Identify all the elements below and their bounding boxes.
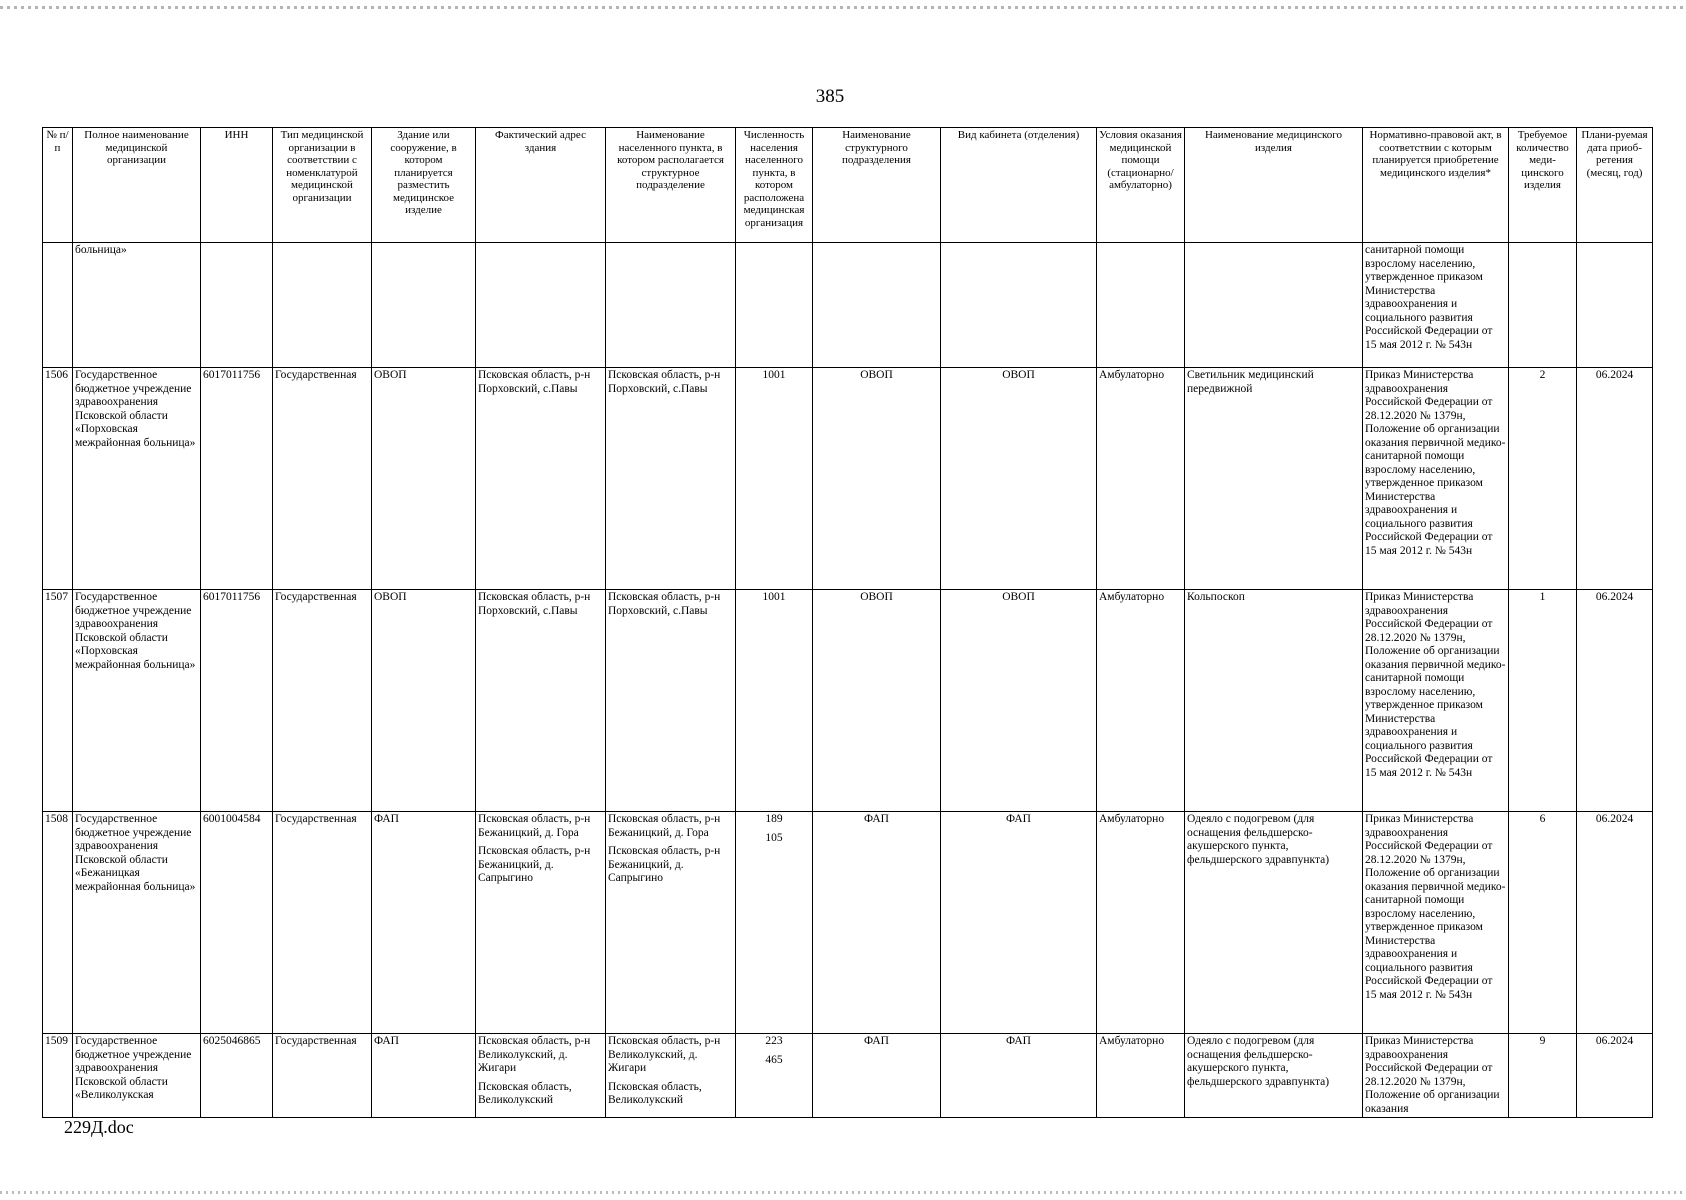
header-cell: Требуемое количество меди-цинского изделия <box>1509 128 1577 243</box>
org-type: Государственная <box>273 590 372 812</box>
structural-unit: ФАП <box>813 812 941 1034</box>
table-row <box>43 590 1653 812</box>
planned-date: 06.2024 <box>1577 368 1653 590</box>
cabinet-type: ФАП <box>941 1034 1097 1118</box>
settlement: Псковская область, р-н Порховский, с.Павы <box>606 368 736 590</box>
row-number: 1509 <box>43 1034 73 1118</box>
page-number: 385 <box>815 86 845 107</box>
table-row <box>43 812 1653 1034</box>
settlement: Псковская область, р-н Великолукский, д. Жигари Псковская область, Великолукский <box>606 1034 736 1118</box>
header-cell: Наименование медицинского изделия <box>1185 128 1363 243</box>
header-cell: ИНН <box>201 128 273 243</box>
table-row <box>43 1034 1653 1118</box>
header-cell: Наименование населенного пункта, в котором располагается структурное подразделение <box>606 128 736 243</box>
header-cell: № п/п <box>43 128 73 243</box>
care-conditions: Амбулаторно <box>1097 590 1185 812</box>
structural-unit: ОВОП <box>813 590 941 812</box>
care-conditions: Амбулаторно <box>1097 1034 1185 1118</box>
scan-artifact-top <box>0 6 1686 9</box>
planned-date: 06.2024 <box>1577 812 1653 1034</box>
legal-act: Приказ Министерства здравоохранения Российской Федерации от 28.12.2020 № 1379н, Положение об организации оказания первичной медико-санитарной помощи взрослому населению, утвержденное приказом Министерства здравоохранения и социального развития Российской Федерации от 15 мая 2012 г. № 543н <box>1363 812 1509 1034</box>
medical-device: Кольпоскоп <box>1185 590 1363 812</box>
org-name: Государственное бюджетное учреждение здравоохранения Псковской области «Бежаницкая межрайонная больница» <box>73 812 201 1034</box>
population: 223 465 <box>736 1034 813 1118</box>
scan-artifact-bottom <box>0 1191 1686 1194</box>
inn: 6017011756 <box>201 368 273 590</box>
settlement: Псковская область, р-н Порховский, с.Павы <box>606 590 736 812</box>
building: ФАП <box>372 1034 476 1118</box>
building: ОВОП <box>372 590 476 812</box>
org-name: Государственное бюджетное учреждение здравоохранения Псковской области «Порховская межрайонная больница» <box>73 368 201 590</box>
org-name: Государственное бюджетное учреждение здравоохранения Псковской области «Великолукская <box>73 1034 201 1118</box>
address: Псковская область, р-н Великолукский, д. Жигари Псковская область, Великолукский <box>476 1034 606 1118</box>
table-header-row <box>43 128 1653 243</box>
inn: 6017011756 <box>201 590 273 812</box>
cabinet-type: ФАП <box>941 812 1097 1034</box>
row-number: 1507 <box>43 590 73 812</box>
quantity: 6 <box>1509 812 1577 1034</box>
planned-date: 06.2024 <box>1577 590 1653 812</box>
header-cell: Вид кабинета (отделения) <box>941 128 1097 243</box>
inn: 6001004584 <box>201 812 273 1034</box>
structural-unit: ФАП <box>813 1034 941 1118</box>
care-conditions: Амбулаторно <box>1097 368 1185 590</box>
legal-act: санитарной помощи взрослому населению, утвержденное приказом Министерства здравоохранения и социального развития Российской Федерации от 15 мая 2012 г. № 543н <box>1363 243 1509 368</box>
population: 189 105 <box>736 812 813 1034</box>
address: Псковская область, р-н Порховский, с.Павы <box>476 590 606 812</box>
continuation-row <box>43 243 1653 368</box>
header-cell: Фактический адрес здания <box>476 128 606 243</box>
care-conditions: Амбулаторно <box>1097 812 1185 1034</box>
org-type: Государственная <box>273 368 372 590</box>
header-cell: Плани-руемая дата приоб-ретения (месяц, год) <box>1577 128 1653 243</box>
equipment-table <box>42 127 1653 1118</box>
quantity: 2 <box>1509 368 1577 590</box>
address: Псковская область, р-н Порховский, с.Павы <box>476 368 606 590</box>
medical-device: Одеяло с подогревом (для оснащения фельдшерско-акушерского пункта, фельдшерского здравпункта) <box>1185 812 1363 1034</box>
quantity: 9 <box>1509 1034 1577 1118</box>
header-cell: Здание или сооружение, в котором планируется разместить медицинское изделие <box>372 128 476 243</box>
legal-act: Приказ Министерства здравоохранения Российской Федерации от 28.12.2020 № 1379н, Положение об организации оказания первичной медико-санитарной помощи взрослому населению, утвержденное приказом Министерства здравоохранения и социального развития Российской Федерации от 15 мая 2012 г. № 543н <box>1363 368 1509 590</box>
planned-date: 06.2024 <box>1577 1034 1653 1118</box>
header-cell: Тип медицинской организации в соответствии с номенклатурой медицинской организации <box>273 128 372 243</box>
address: Псковская область, р-н Бежаницкий, д. Гора Псковская область, р-н Бежаницкий, д. Сапрыгино <box>476 812 606 1034</box>
legal-act: Приказ Министерства здравоохранения Российской Федерации от 28.12.2020 № 1379н, Положение об организации оказания <box>1363 1034 1509 1118</box>
population: 1001 <box>736 368 813 590</box>
row-number: 1508 <box>43 812 73 1034</box>
header-cell: Условия оказания медицинской помощи (стационарно/ амбулаторно) <box>1097 128 1185 243</box>
header-cell: Наименование структурного подразделения <box>813 128 941 243</box>
header-cell: Численность населения населенного пункта, в котором расположена медицинская организация <box>736 128 813 243</box>
building: ОВОП <box>372 368 476 590</box>
org-name: Государственное бюджетное учреждение здравоохранения Псковской области «Порховская межрайонная больница» <box>73 590 201 812</box>
cabinet-type: ОВОП <box>941 368 1097 590</box>
org-type: Государственная <box>273 812 372 1034</box>
org-type: Государственная <box>273 1034 372 1118</box>
population: 1001 <box>736 590 813 812</box>
building: ФАП <box>372 812 476 1034</box>
cabinet-type: ОВОП <box>941 590 1097 812</box>
medical-device: Одеяло с подогревом (для оснащения фельдшерско-акушерского пункта, фельдшерского здравпункта) <box>1185 1034 1363 1118</box>
header-cell: Нормативно-правовой акт, в соответствии с которым планируется приобретение медицинского изделия* <box>1363 128 1509 243</box>
inn: 6025046865 <box>201 1034 273 1118</box>
footer-filename: 229Д.doc <box>64 1117 134 1137</box>
settlement: Псковская область, р-н Бежаницкий, д. Гора Псковская область, р-н Бежаницкий, д. Сапрыгино <box>606 812 736 1034</box>
row-number: 1506 <box>43 368 73 590</box>
quantity: 1 <box>1509 590 1577 812</box>
table-row <box>43 368 1653 590</box>
header-cell: Полное наименование медицинской организации <box>73 128 201 243</box>
org-name: больница» <box>73 243 201 368</box>
medical-device: Светильник медицинский передвижной <box>1185 368 1363 590</box>
structural-unit: ОВОП <box>813 368 941 590</box>
legal-act: Приказ Министерства здравоохранения Российской Федерации от 28.12.2020 № 1379н, Положение об организации оказания первичной медико-санитарной помощи взрослому населению, утвержденное приказом Министерства здравоохранения и социального развития Российской Федерации от 15 мая 2012 г. № 543н <box>1363 590 1509 812</box>
